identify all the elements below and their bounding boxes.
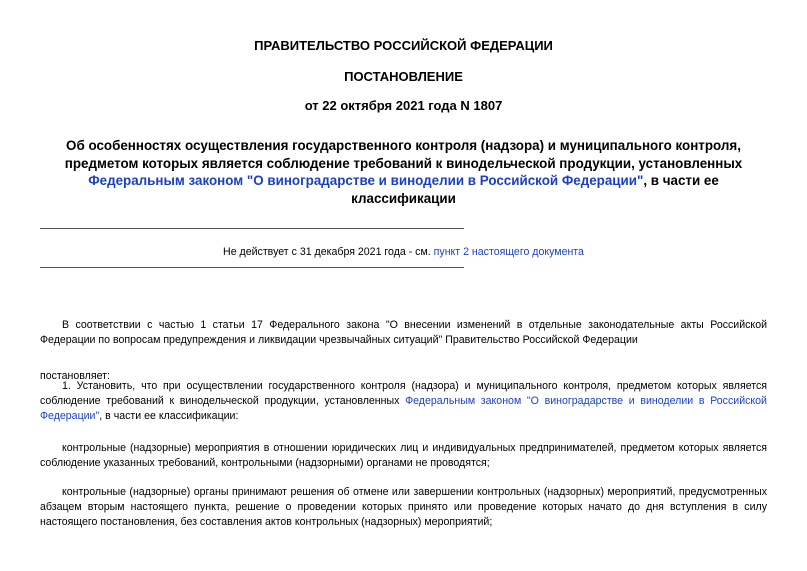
notice-top-divider [40, 228, 464, 229]
title-text-part1: Об особенностях осуществления государственного контроля (надзора) и муниципального контроля, предметом которых является соблюдение требований к винодельческой продукции, установленных [64, 138, 743, 171]
clause-2-link[interactable]: пункт 2 настоящего документа [433, 246, 584, 258]
notice-text: Не действует с 31 декабря 2021 года - см. [223, 246, 434, 258]
clause-a-paragraph: контрольные (надзорные) мероприятия в отношении юридических лиц и индивидуальных предпринимателей, предметом которых является соблюдение указанных требований, контрольными (надзорными) органами не проводятся; [40, 442, 767, 469]
document-type-heading: ПОСТАНОВЛЕНИЕ [344, 69, 463, 84]
item-1-text-part2: , в части ее классификации: [99, 409, 239, 422]
federal-law-link[interactable]: Федеральным законом "О виноградарстве и виноделии в Российской Федерации" [88, 173, 644, 188]
item-1-text-part1: 1. Установить, что при осуществлении государственного контроля (надзора) и муниципального контроля, предметом которых является соблюдение требований к винодельческой продукции, установленных [40, 380, 767, 407]
resolves-paragraph: постановляет: [40, 370, 110, 382]
status-notice [40, 245, 767, 259]
document-title [40, 137, 767, 207]
date-number-heading: от 22 октября 2021 года N 1807 [304, 98, 503, 113]
clause-b-paragraph: контрольные (надзорные) органы принимают решения об отмене или завершении контрольных (надзорных) мероприятий, предусмотренных абзацем вторым настоящего пункта, решение о проведении которых принято или проведение которых начато до дня вступления в силу настоящего постановления, без составления актов контрольных (надзорных) мероприятий; [40, 486, 767, 528]
government-heading: ПРАВИТЕЛЬСТВО РОССИЙСКОЙ ФЕДЕРАЦИИ [254, 38, 553, 53]
item-1-paragraph [40, 379, 767, 423]
title-text-part2: , в части ее классификации [351, 173, 719, 206]
item-1-federal-law-link[interactable]: Федеральным законом "О виноградарстве и виноделии в Российской Федерации" [40, 394, 767, 422]
intro-paragraph: В соответствии с частью 1 статьи 17 Федерального закона "О внесении изменений в отдельные законодательные акты Российской Федерации по вопросам предупреждения и ликвидации чрезвычайных ситуаций" Правительство Российской Федерации [40, 319, 767, 346]
notice-bottom-divider [40, 267, 464, 268]
